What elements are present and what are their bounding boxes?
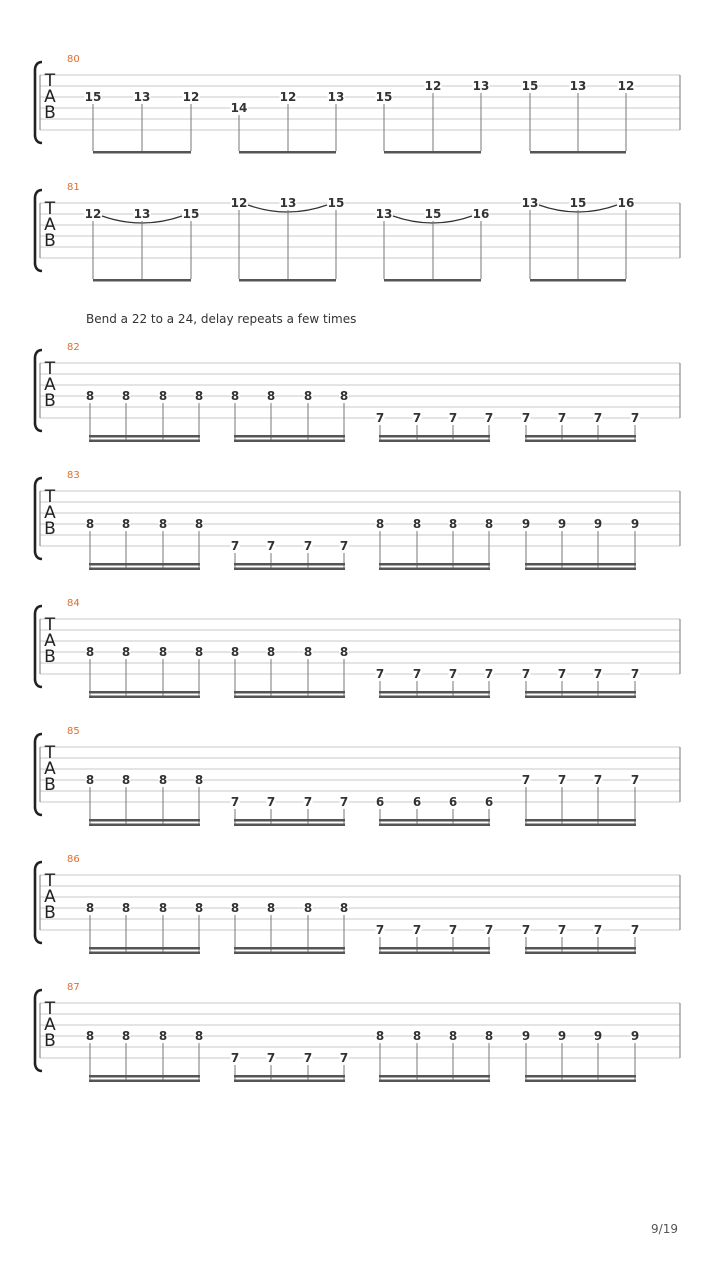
fret-number: 12 — [424, 79, 442, 93]
fret-number: 7 — [630, 773, 640, 787]
fret-number: 8 — [158, 389, 168, 403]
beam — [379, 563, 490, 566]
fret-number: 8 — [85, 773, 95, 787]
fret-number: 14 — [230, 101, 248, 115]
fret-number: 9 — [593, 517, 603, 531]
tab-system — [35, 854, 680, 954]
fret-number: 7 — [521, 667, 531, 681]
beam — [379, 824, 490, 827]
fret-number: 8 — [303, 389, 313, 403]
beat-group — [231, 901, 349, 954]
tab-clef-letter: A — [44, 503, 56, 523]
fret-number: 8 — [194, 901, 204, 915]
beam — [234, 824, 345, 827]
beam — [89, 696, 200, 699]
beam — [379, 568, 490, 571]
measure-number: 83 — [67, 470, 80, 481]
beat-group — [376, 411, 494, 442]
system-bracket — [35, 62, 42, 143]
fret-number: 8 — [412, 517, 422, 531]
fret-number: 8 — [448, 517, 458, 531]
beam — [234, 563, 345, 566]
tab-system — [35, 182, 680, 282]
tab-clef-letter: A — [44, 759, 56, 779]
beam — [89, 947, 200, 950]
fret-number: 9 — [557, 1029, 567, 1043]
fret-number: 7 — [266, 1051, 276, 1065]
tab-clef-letter: B — [44, 231, 56, 251]
system-bracket — [35, 990, 42, 1071]
fret-number: 12 — [182, 90, 200, 104]
fret-number: 8 — [339, 901, 349, 915]
fret-number: 8 — [158, 901, 168, 915]
beam — [525, 435, 636, 438]
beat-group — [376, 207, 490, 282]
beam — [234, 1080, 345, 1083]
fret-number: 13 — [375, 207, 393, 221]
fret-number: 8 — [375, 1029, 385, 1043]
fret-number: 13 — [279, 196, 297, 210]
fret-number: 8 — [230, 389, 240, 403]
beam — [525, 691, 636, 694]
beat-group — [85, 90, 200, 154]
beam — [234, 435, 345, 438]
fret-number: 7 — [630, 411, 640, 425]
beat-group — [522, 773, 640, 826]
beat-group — [522, 667, 640, 698]
fret-number: 8 — [85, 1029, 95, 1043]
beam — [89, 1075, 200, 1078]
measure-number: 84 — [67, 598, 80, 609]
fret-number: 7 — [593, 411, 603, 425]
fret-number: 15 — [424, 207, 442, 221]
tab-clef-letter: T — [44, 871, 56, 891]
beam — [379, 1075, 490, 1078]
fret-number: 6 — [375, 795, 385, 809]
fret-number: 7 — [303, 539, 313, 553]
tab-clef-letter: B — [44, 391, 56, 411]
beam — [89, 563, 200, 566]
system-bracket — [35, 606, 42, 687]
fret-number: 8 — [121, 901, 131, 915]
fret-number: 8 — [484, 1029, 494, 1043]
fret-number: 7 — [230, 539, 240, 553]
fret-number: 6 — [412, 795, 422, 809]
fret-number: 8 — [339, 645, 349, 659]
fret-number: 7 — [448, 667, 458, 681]
beam — [234, 696, 345, 699]
beam — [234, 440, 345, 443]
beam — [89, 435, 200, 438]
fret-number: 7 — [303, 1051, 313, 1065]
tab-clef-letter: A — [44, 87, 56, 107]
beam — [234, 691, 345, 694]
fret-number: 8 — [121, 517, 131, 531]
fret-number: 7 — [266, 539, 276, 553]
beam — [525, 568, 636, 571]
beat-group — [86, 773, 204, 826]
fret-number: 9 — [521, 517, 531, 531]
beam — [525, 563, 636, 566]
beam — [384, 151, 481, 154]
tab-clef-letter: T — [44, 359, 56, 379]
fret-number: 9 — [630, 517, 640, 531]
fret-number: 8 — [158, 773, 168, 787]
fret-number: 13 — [327, 90, 345, 104]
beat-group — [85, 207, 200, 282]
fret-number: 15 — [327, 196, 345, 210]
fret-number: 9 — [630, 1029, 640, 1043]
fret-number: 8 — [158, 517, 168, 531]
fret-number: 8 — [303, 901, 313, 915]
tab-system — [35, 342, 680, 442]
tab-clef-letter: A — [44, 887, 56, 907]
tab-clef-letter: T — [44, 71, 56, 91]
beat-group — [376, 795, 494, 826]
fret-number: 7 — [630, 923, 640, 937]
fret-number: 8 — [194, 773, 204, 787]
beam — [234, 952, 345, 955]
beam — [89, 691, 200, 694]
fret-number: 8 — [194, 389, 204, 403]
tab-system — [35, 598, 680, 698]
fret-number: 7 — [557, 923, 567, 937]
fret-number: 7 — [521, 923, 531, 937]
tab-system — [35, 54, 680, 154]
fret-number: 7 — [557, 411, 567, 425]
fret-number: 9 — [593, 1029, 603, 1043]
fret-number: 7 — [266, 795, 276, 809]
beat-group — [231, 196, 345, 282]
fret-number: 12 — [617, 79, 635, 93]
beam — [384, 279, 481, 282]
beam — [234, 819, 345, 822]
beam — [379, 696, 490, 699]
fret-number: 7 — [484, 411, 494, 425]
tab-clef-letter: A — [44, 215, 56, 235]
beat-group — [86, 517, 204, 570]
fret-number: 8 — [85, 901, 95, 915]
fret-number: 7 — [593, 773, 603, 787]
fret-number: 15 — [521, 79, 539, 93]
tab-clef-letter: T — [44, 487, 56, 507]
fret-number: 7 — [484, 923, 494, 937]
tab-system — [35, 982, 680, 1082]
beam — [525, 1075, 636, 1078]
measure-number: 86 — [67, 854, 80, 865]
system-bracket — [35, 190, 42, 271]
tab-clef-letter: A — [44, 631, 56, 651]
page-number: 9/19 — [651, 1222, 678, 1236]
fret-number: 7 — [230, 1051, 240, 1065]
fret-number: 7 — [448, 923, 458, 937]
fret-number: 8 — [194, 1029, 204, 1043]
beam — [379, 1080, 490, 1083]
tab-system — [35, 470, 680, 570]
beam — [379, 435, 490, 438]
fret-number: 7 — [448, 411, 458, 425]
tab-clef-letter: B — [44, 903, 56, 923]
beat-group — [522, 1029, 640, 1082]
beam — [89, 440, 200, 443]
fret-number: 8 — [375, 517, 385, 531]
beam — [525, 696, 636, 699]
fret-number: 12 — [230, 196, 248, 210]
tab-clef-letter: B — [44, 103, 56, 123]
fret-number: 13 — [521, 196, 539, 210]
tab-clef-letter: B — [44, 519, 56, 539]
beam — [89, 952, 200, 955]
system-bracket — [35, 862, 42, 943]
measure-number: 87 — [67, 982, 80, 993]
fret-number: 8 — [448, 1029, 458, 1043]
beam — [234, 947, 345, 950]
tab-clef-letter: T — [44, 199, 56, 219]
fret-number: 15 — [569, 196, 587, 210]
system-bracket — [35, 350, 42, 431]
beat-group — [231, 90, 345, 154]
system-bracket — [35, 734, 42, 815]
fret-number: 8 — [158, 1029, 168, 1043]
fret-number: 8 — [85, 517, 95, 531]
fret-number: 7 — [484, 667, 494, 681]
measure-number: 80 — [67, 54, 80, 65]
beam — [379, 952, 490, 955]
beam — [525, 952, 636, 955]
fret-number: 12 — [84, 207, 102, 221]
fret-number: 7 — [375, 411, 385, 425]
beat-group — [376, 79, 490, 154]
beat-group — [231, 539, 349, 570]
beam — [525, 824, 636, 827]
fret-number: 8 — [121, 645, 131, 659]
fret-number: 7 — [339, 539, 349, 553]
fret-number: 8 — [484, 517, 494, 531]
measure-number: 85 — [67, 726, 80, 737]
beat-group — [522, 196, 635, 282]
fret-number: 7 — [521, 773, 531, 787]
fret-number: 7 — [557, 773, 567, 787]
beam — [93, 151, 191, 154]
fret-number: 8 — [121, 773, 131, 787]
tab-clef-letter: T — [44, 999, 56, 1019]
fret-number: 7 — [630, 667, 640, 681]
fret-number: 6 — [484, 795, 494, 809]
beat-group — [86, 645, 204, 698]
beam — [239, 279, 336, 282]
fret-number: 13 — [569, 79, 587, 93]
measure-number: 82 — [67, 342, 80, 353]
fret-number: 12 — [279, 90, 297, 104]
beam — [89, 819, 200, 822]
tab-clef-letter: B — [44, 775, 56, 795]
fret-number: 8 — [230, 645, 240, 659]
beat-group — [86, 389, 204, 442]
beam — [234, 1075, 345, 1078]
tab-system — [35, 726, 680, 826]
fret-number: 7 — [412, 411, 422, 425]
fret-number: 8 — [339, 389, 349, 403]
tab-clef-letter: A — [44, 375, 56, 395]
fret-number: 16 — [617, 196, 635, 210]
fret-number: 7 — [521, 411, 531, 425]
performance-annotation: Bend a 22 to a 24, delay repeats a few times — [86, 312, 357, 326]
beat-group — [231, 795, 349, 826]
beam — [530, 279, 626, 282]
fret-number: 15 — [375, 90, 393, 104]
measure-number: 81 — [67, 182, 80, 193]
fret-number: 8 — [158, 645, 168, 659]
beam — [379, 947, 490, 950]
fret-number: 7 — [339, 795, 349, 809]
fret-number: 8 — [85, 645, 95, 659]
fret-number: 7 — [593, 923, 603, 937]
fret-number: 13 — [472, 79, 490, 93]
beat-group — [86, 901, 204, 954]
tab-clef-letter: T — [44, 615, 56, 635]
fret-number: 7 — [303, 795, 313, 809]
fret-number: 8 — [266, 389, 276, 403]
fret-number: 13 — [133, 207, 151, 221]
beam — [379, 440, 490, 443]
fret-number: 8 — [121, 389, 131, 403]
beam — [525, 947, 636, 950]
fret-number: 8 — [266, 901, 276, 915]
fret-number: 7 — [557, 667, 567, 681]
beat-group — [522, 923, 640, 954]
fret-number: 7 — [593, 667, 603, 681]
beam — [379, 691, 490, 694]
fret-number: 13 — [133, 90, 151, 104]
beam — [89, 1080, 200, 1083]
fret-number: 15 — [182, 207, 200, 221]
tab-clef-letter: B — [44, 647, 56, 667]
beam — [239, 151, 336, 154]
beat-group — [231, 1051, 349, 1082]
fret-number: 8 — [85, 389, 95, 403]
beat-group — [522, 517, 640, 570]
fret-number: 7 — [375, 667, 385, 681]
fret-number: 7 — [339, 1051, 349, 1065]
beam — [525, 440, 636, 443]
fret-number: 8 — [266, 645, 276, 659]
fret-number: 9 — [521, 1029, 531, 1043]
tab-clef-letter: A — [44, 1015, 56, 1035]
tab-clef-letter: T — [44, 743, 56, 763]
fret-number: 7 — [230, 795, 240, 809]
fret-number: 6 — [448, 795, 458, 809]
fret-number: 8 — [303, 645, 313, 659]
beam — [525, 1080, 636, 1083]
beat-group — [376, 517, 494, 570]
fret-number: 8 — [230, 901, 240, 915]
fret-number: 8 — [194, 645, 204, 659]
fret-number: 7 — [412, 667, 422, 681]
beam — [93, 279, 191, 282]
beat-group — [522, 79, 635, 154]
beam — [89, 568, 200, 571]
beam — [234, 568, 345, 571]
beam — [379, 819, 490, 822]
beat-group — [522, 411, 640, 442]
beat-group — [86, 1029, 204, 1082]
tab-clef-letter: B — [44, 1031, 56, 1051]
beam — [525, 819, 636, 822]
beat-group — [376, 923, 494, 954]
fret-number: 9 — [557, 517, 567, 531]
fret-number: 7 — [375, 923, 385, 937]
beat-group — [376, 1029, 494, 1082]
fret-number: 8 — [194, 517, 204, 531]
beam — [530, 151, 626, 154]
fret-number: 7 — [412, 923, 422, 937]
fret-number: 8 — [121, 1029, 131, 1043]
fret-number: 8 — [412, 1029, 422, 1043]
beat-group — [231, 645, 349, 698]
beam — [89, 824, 200, 827]
fret-number: 16 — [472, 207, 490, 221]
beat-group — [231, 389, 349, 442]
fret-number: 15 — [84, 90, 102, 104]
beat-group — [376, 667, 494, 698]
system-bracket — [35, 478, 42, 559]
